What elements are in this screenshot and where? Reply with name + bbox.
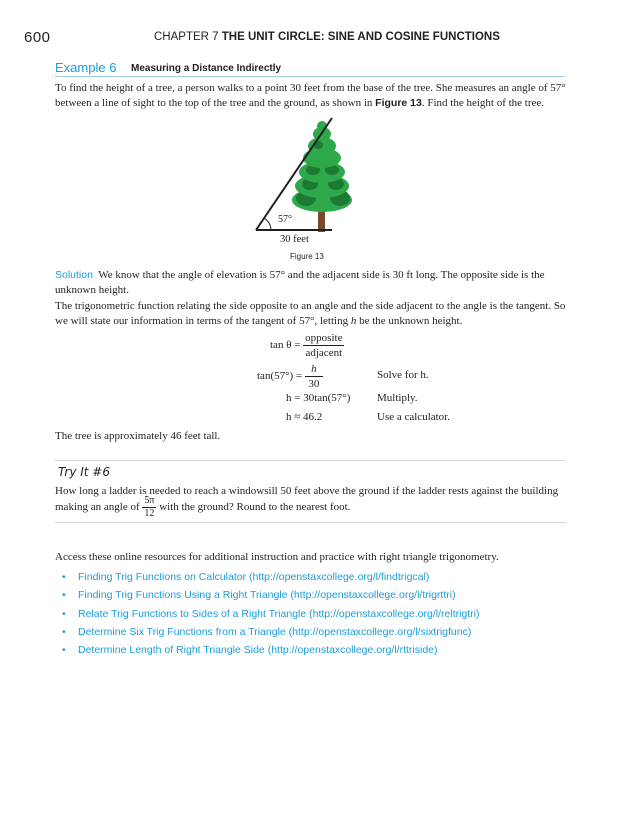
chapter-title: THE UNIT CIRCLE: SINE AND COSINE FUNCTIONS xyxy=(221,31,500,43)
resource-link[interactable]: • Finding Trig Functions on Calculator (http://openstaxcollege.org/l/findtrigcal) xyxy=(62,568,480,586)
solution-paragraph: Solution We know that the angle of elevation is 57° and the adjacent side is 30 ft long. The opposite side is the unknown height. xyxy=(55,269,545,296)
equation-3-note: Multiply. xyxy=(377,392,418,404)
page-number: 600 xyxy=(24,29,51,46)
try-it-title: Try It #6 xyxy=(58,465,110,479)
equation-2: tan(57°) = $\frac{h}{30}$ xyxy=(257,362,323,391)
equation-3: h = 30tan(57°) xyxy=(286,392,351,404)
running-header xyxy=(154,31,500,43)
resource-link[interactable]: • Determine Six Trig Functions from a Triangle (http://openstaxcollege.org/l/sixtrigfunc) xyxy=(62,623,480,641)
try-it-bottom-divider xyxy=(55,522,566,523)
fraction: $\frac{\text{opposite}}{\text{adjacent}}$ xyxy=(305,332,343,359)
resource-list xyxy=(62,568,480,659)
bullet-icon: • xyxy=(62,644,66,657)
example-label: Example 6 xyxy=(55,60,117,75)
solution-explanation: The trigonometric function relating the side opposite to an angle and the side adjacent to the angle is the tangent. So we will state our information in terms of the tangent of 57°, letting h be the unknown height. xyxy=(55,300,566,327)
equation-2-note: Solve for h. xyxy=(377,369,429,381)
try-it-text: How long a ladder is needed to reach a windowsill 50 feet above the ground if the ladder rests against the building xyxy=(55,485,559,497)
resources-intro: Access these online resources for additional instruction and practice with right triangle trigonometry. xyxy=(55,551,499,563)
example-divider xyxy=(55,76,565,77)
resource-link[interactable]: • Relate Trig Functions to Sides of a Right Triangle (http://openstaxcollege.org/l/reltrigtri) xyxy=(62,605,480,623)
bullet-icon: • xyxy=(62,607,66,620)
resource-link[interactable]: • Determine Length of Right Triangle Side (http://openstaxcollege.org/l/rttriside) xyxy=(62,641,480,659)
resource-link[interactable]: • Finding Trig Functions Using a Right Triangle (http://openstaxcollege.org/l/trigrttri) xyxy=(62,586,480,604)
angle-label: 57° xyxy=(278,214,292,225)
bullet-icon: • xyxy=(62,571,66,583)
tree-figure xyxy=(250,112,370,252)
equation-4-note: Use a calculator. xyxy=(377,411,450,423)
tree-icon xyxy=(292,121,352,232)
fraction: $\frac{h}{30}$ xyxy=(305,362,323,391)
figure-caption: Figure 13 xyxy=(290,252,324,261)
try-it-text-line-2: making an angle of $\frac{5\pi}{12}$ with the ground? Round to the nearest foot. xyxy=(55,495,351,519)
base-label: 30 feet xyxy=(280,234,309,245)
angle-arc xyxy=(264,218,271,230)
solution-conclusion: The tree is approximately 46 feet tall. xyxy=(55,430,221,442)
try-it-top-divider xyxy=(55,460,566,461)
equation-1: tan θ = $\frac{\text{opposite}}{\text{adjacent}}$ xyxy=(270,332,343,359)
bullet-icon: • xyxy=(62,589,66,602)
bullet-icon: • xyxy=(62,625,66,638)
figure-reference: Figure 13 xyxy=(375,97,422,109)
example-problem: To find the height of a tree, a person walks to a point 30 feet from the base of the tree. She measures an angle of 57° between a line of sight to the top of the tree and the ground, as shown in Figure 13. Find the height of the tree. xyxy=(55,82,566,109)
chapter-label: CHAPTER 7 xyxy=(154,31,219,43)
equation-4: h ≈ 46.2 xyxy=(286,411,323,423)
solution-label: Solution xyxy=(55,269,93,281)
example-title: Measuring a Distance Indirectly xyxy=(131,63,282,74)
fraction: $\frac{5\pi}{12}$ xyxy=(144,495,155,519)
